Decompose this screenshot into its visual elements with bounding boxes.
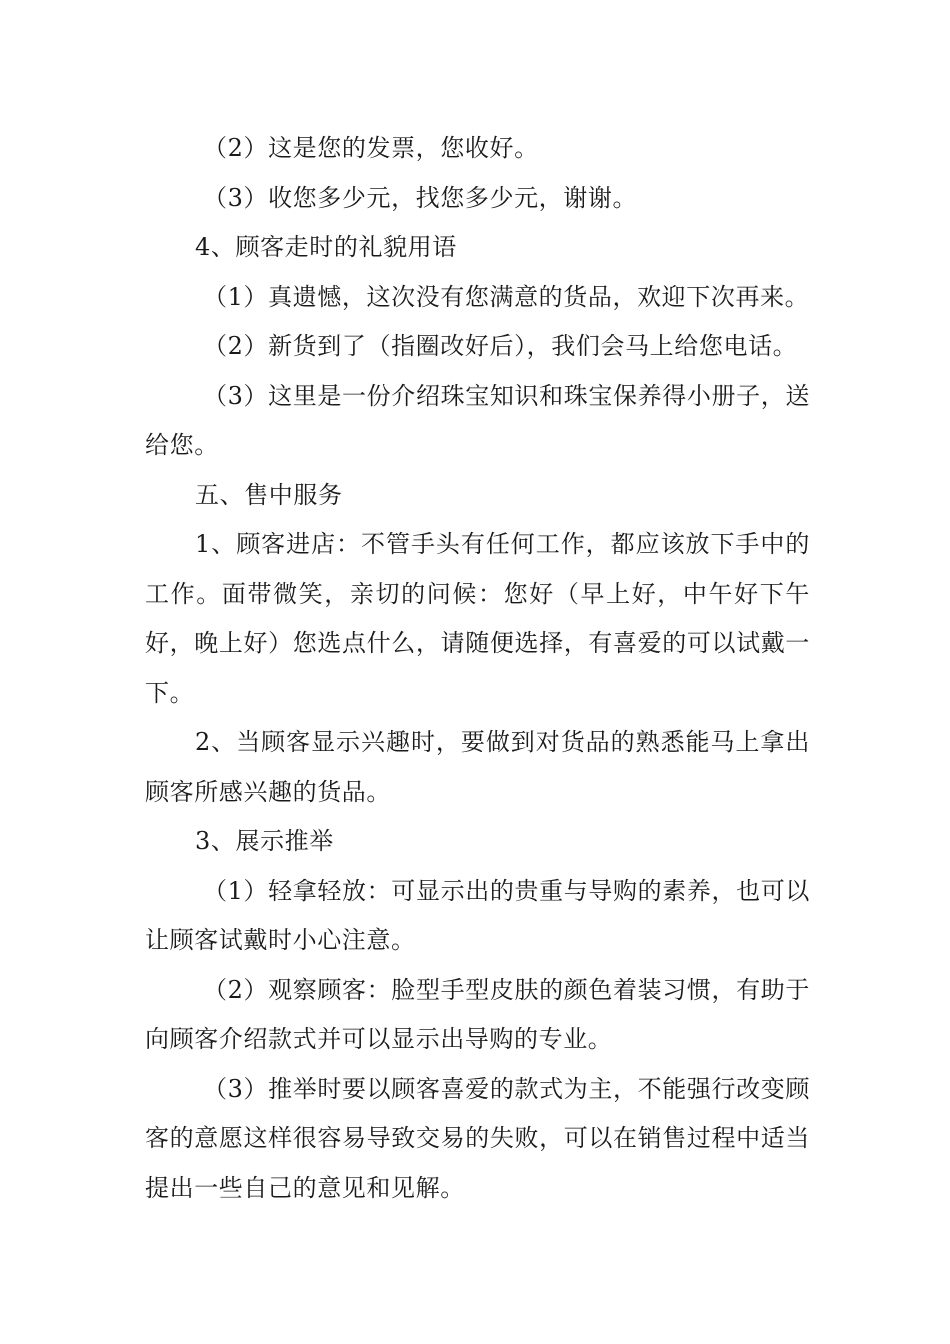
paragraph-customer-interest: 2、当顾客显示兴趣时，要做到对货品的熟悉能马上拿出顾客所感兴趣的货品。 [145,728,810,806]
paragraph-change-line: （3）收您多少元，找您多少元，谢谢。 [203,183,638,212]
heading-leaving-phrases: 4、顾客走时的礼貌用语 [195,233,457,261]
paragraph-handle-gently: （1）轻拿轻放：可显示出的贵重与导购的素养，也可以让顾客试戴时小心注意。 [145,876,810,954]
document-body [145,124,810,1213]
paragraph-recommend-style: （3）推举时要以顾客喜爱的款式为主，不能强行改变顾客的意愿这样很容易导致交易的失败，可以在销售过程中适当提出一些自己的意见和见解。 [145,1074,810,1202]
heading-display-recommend: 3、展示推举 [195,827,334,855]
paragraph-observe-customer: （2）观察顾客：脸型手型皮肤的颜色着装习惯，有助于向顾客介绍款式并可以显示出导购的专业。 [145,975,810,1053]
paragraph-regret-line: （1）真遗憾，这次没有您满意的货品，欢迎下次再来。 [203,282,810,311]
paragraph-customer-entry: 1、顾客进店：不管手头有任何工作，都应该放下手中的工作。面带微笑，亲切的问候：您好（早上好，中午好下午好，晚上好）您选点什么，请随便选择，有喜爱的可以试戴一下。 [145,530,810,707]
heading-in-sale-service: 五、售中服务 [195,480,343,509]
paragraph-booklet-line: （3）这里是一份介绍珠宝知识和珠宝保养得小册子，送给您。 [145,381,810,459]
paragraph-new-goods-line: （2）新货到了（指圈改好后），我们会马上给您电话。 [203,332,798,360]
paragraph-receipt-line: （2）这是您的发票，您收好。 [203,134,539,162]
